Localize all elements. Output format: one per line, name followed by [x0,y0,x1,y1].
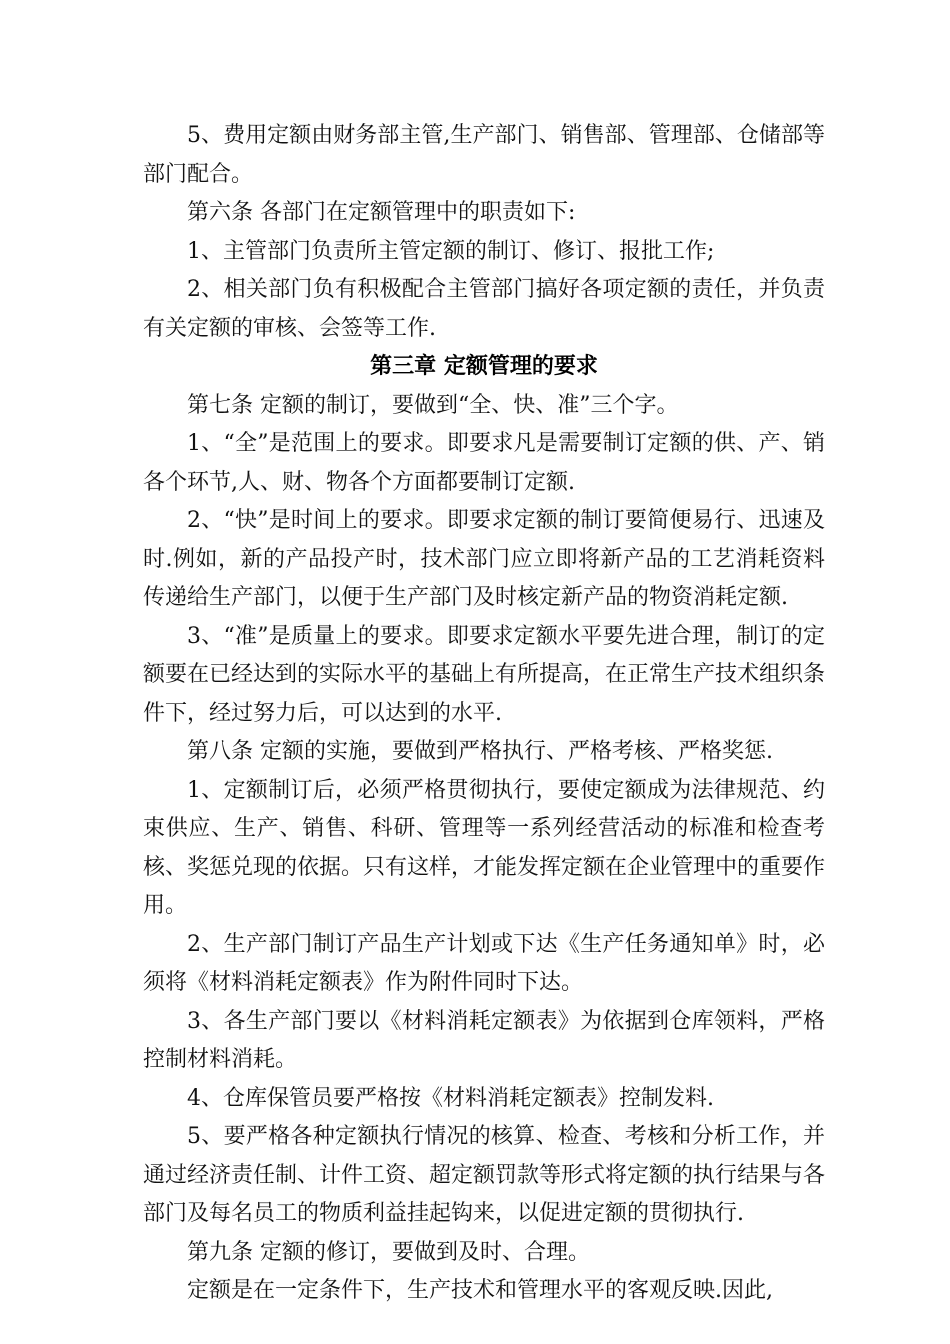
paragraph-article-8-item-1: 1、定额制订后，必须严格贯彻执行，要使定额成为法律规范、约束供应、生产、销售、科研、管理等一系列经营活动的标准和检查考核、奖惩兑现的依据。只有这样，才能发挥定额在企业管理中的重要作用。 [143,777,826,918]
paragraph-cost-quota: 5、费用定额由财务部主管,生产部门、销售部、管理部、仓储部等部门配合。 [143,123,825,187]
paragraph-article-8-item-5: 5、要严格各种定额执行情况的核算、检查、考核和分析工作，并通过经济责任制、计件工资、超定额罚款等形式将定额的执行结果与各部门及每名员工的物质利益挂起钩来，以促进定额的贯彻执行. [143,1124,826,1226]
paragraph-article-8: 第八条 定额的实施，要做到严格执行、严格考核、严格奖惩. [187,739,773,764]
document-body [143,117,825,1311]
paragraph-article-7-item-3: 3、“准”是质量上的要求。即要求定额水平要先进合理，制订的定额要在已经达到的实际水平的基础上有所提高，在正常生产技术组织条件下，经过努力后，可以达到的水平. [143,623,826,726]
paragraph-article-9-body: 定额是在一定条件下，生产技术和管理水平的客观反映.因此, [187,1278,773,1303]
paragraph-article-9: 第九条 定额的修订，要做到及时、合理。 [187,1239,590,1265]
paragraph-article-7: 第七条 定额的制订，要做到“全、快、准”三个字。 [187,392,679,418]
paragraph-article-6: 第六条 各部门在定额管理中的职责如下: [187,200,576,225]
paragraph-article-8-item-4: 4、仓库保管员要严格按《材料消耗定额表》控制发料. [187,1085,714,1111]
paragraph-article-6-item-2: 2、相关部门负有积极配合主管部门搞好各项定额的责任，并负责有关定额的审核、会签等工作. [143,277,825,341]
chapter-title: 第三章 定额管理的要求 [370,354,598,379]
paragraph-article-7-item-2: 2、“快”是时间上的要求。即要求定额的制订要简便易行、迅速及时.例如，新的产品投产时，技术部门应立即将新产品的工艺消耗资料传递给生产部门，以便于生产部门及时核定新产品的物资消耗定额. [143,508,825,610]
paragraph-article-7-item-1: 1、“全”是范围上的要求。即要求凡是需要制订定额的供、产、销各个环节,人、财、物各个方面都要制订定额. [143,431,825,495]
paragraph-article-8-item-2: 2、生产部门制订产品生产计划或下达《生产任务通知单》时，必须将《材料消耗定额表》作为附件同时下达。 [143,931,825,995]
paragraph-article-8-item-3: 3、各生产部门要以《材料消耗定额表》为依据到仓库领料，严格控制材料消耗。 [143,1008,825,1072]
paragraph-article-6-item-1: 1、主管部门负责所主管定额的制订、修订、报批工作; [187,238,715,264]
